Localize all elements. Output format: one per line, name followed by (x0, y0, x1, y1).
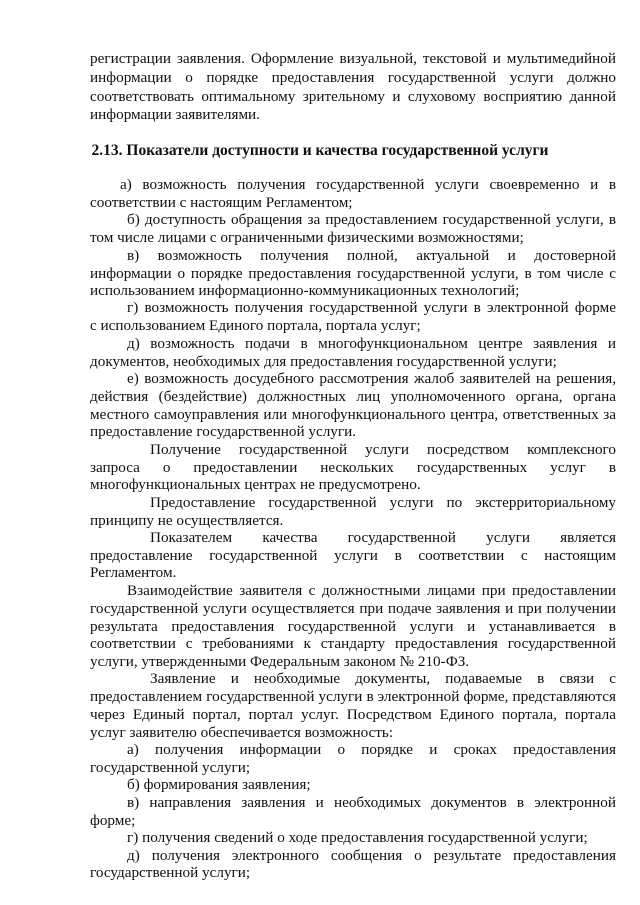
text-line: регистрации заявления. Оформление визуальной, текстовой и мультимедийной (90, 50, 616, 67)
section-heading: 2.13. Показатели доступности и качества государственной услуги (91, 142, 549, 159)
text-line: с использованием Единого портала, портала услуг; (90, 317, 421, 334)
text-line: д) получения электронного сообщения о результате предоставления (127, 847, 616, 864)
text-line: информации заявителями. (90, 106, 260, 123)
text-line: многофункциональных центрах не предусмотрено. (90, 476, 421, 493)
text-line: форме; (90, 812, 136, 829)
text-line: Получение государственной услуги посредством комплексного (150, 441, 616, 458)
text-line: Заявление и необходимые документы, подаваемые в связи с (150, 670, 616, 687)
text-line: г) возможность получения государственной услуги в электронной форме (127, 299, 616, 316)
text-line: соответствии с требованиями к стандарту предоставления государственной (90, 635, 616, 652)
text-line: соответствовать оптимальному зрительному и слуховому восприятию данной (90, 88, 616, 105)
text-line: использованием информационно-коммуникационных технологий; (90, 282, 520, 299)
text-line: принципу не осуществляется. (90, 512, 284, 529)
text-line: е) возможность досудебного рассмотрения жалоб заявителей на решения, (127, 370, 616, 387)
text-line: документов, необходимых для предоставления государственной услуги; (90, 353, 557, 370)
text-line: а) возможность получения государственной услуги своевременно и в (120, 176, 616, 193)
text-line: г) получения сведений о ходе предоставления государственной услуги; (127, 829, 588, 846)
text-line: результата предоставления государственной услуги и устанавливается в (90, 618, 616, 635)
text-line: услуг заявителю обеспечивается возможность: (90, 724, 394, 741)
text-line: через Единый портал, портал услуг. Посредством Единого портала, портала (90, 706, 616, 723)
text-line: государственной услуги осуществляется при подаче заявления и при получении (90, 600, 616, 617)
text-line: Регламентом. (90, 564, 177, 581)
text-line: в) направления заявления и необходимых документов в электронной (127, 794, 616, 811)
text-line: информации о порядке предоставления государственной услуги, в том числе с (90, 265, 616, 282)
text-line: том числе лицами с ограниченными физическими возможностями; (90, 229, 524, 246)
text-line: запроса о предоставлении нескольких государственных услуг в (90, 459, 616, 476)
text-line: действия (бездействие) должностных лиц уполномоченного органа, органа (90, 388, 616, 405)
text-line: предоставлением государственной услуги в электронной форме, представляются (90, 688, 616, 705)
text-line: б) доступность обращения за предоставлением государственной услуги, в (127, 211, 616, 228)
text-line: государственной услуги; (90, 759, 251, 776)
text-line: Показателем качества государственной услуги является (150, 529, 616, 546)
text-line: в) возможность получения полной, актуальной и достоверной (127, 247, 616, 264)
text-line: местного самоуправления или многофункционального центра, ответственных за (90, 406, 616, 423)
text-line: Предоставление государственной услуги по экстерриториальному (150, 494, 616, 511)
text-line: соответствии с настоящим Регламентом; (90, 194, 353, 211)
text-line: услуги, утвержденными Федеральным законом № 210-ФЗ. (90, 653, 470, 670)
text-line: Взаимодействие заявителя с должностными лицами при предоставлении (127, 582, 616, 599)
text-line: д) возможность подачи в многофункциональном центре заявления и (127, 335, 616, 352)
text-line: предоставление государственной услуги. (90, 423, 357, 440)
text-line: информации о порядке предоставления государственной услуги должно (90, 69, 616, 86)
text-line: предоставление государственной услуги в соответствии с настоящим (90, 547, 616, 564)
text-line: б) формирования заявления; (127, 776, 311, 793)
text-line: государственной услуги; (90, 864, 251, 881)
text-line: а) получения информации о порядке и сроках предоставления (127, 741, 616, 758)
